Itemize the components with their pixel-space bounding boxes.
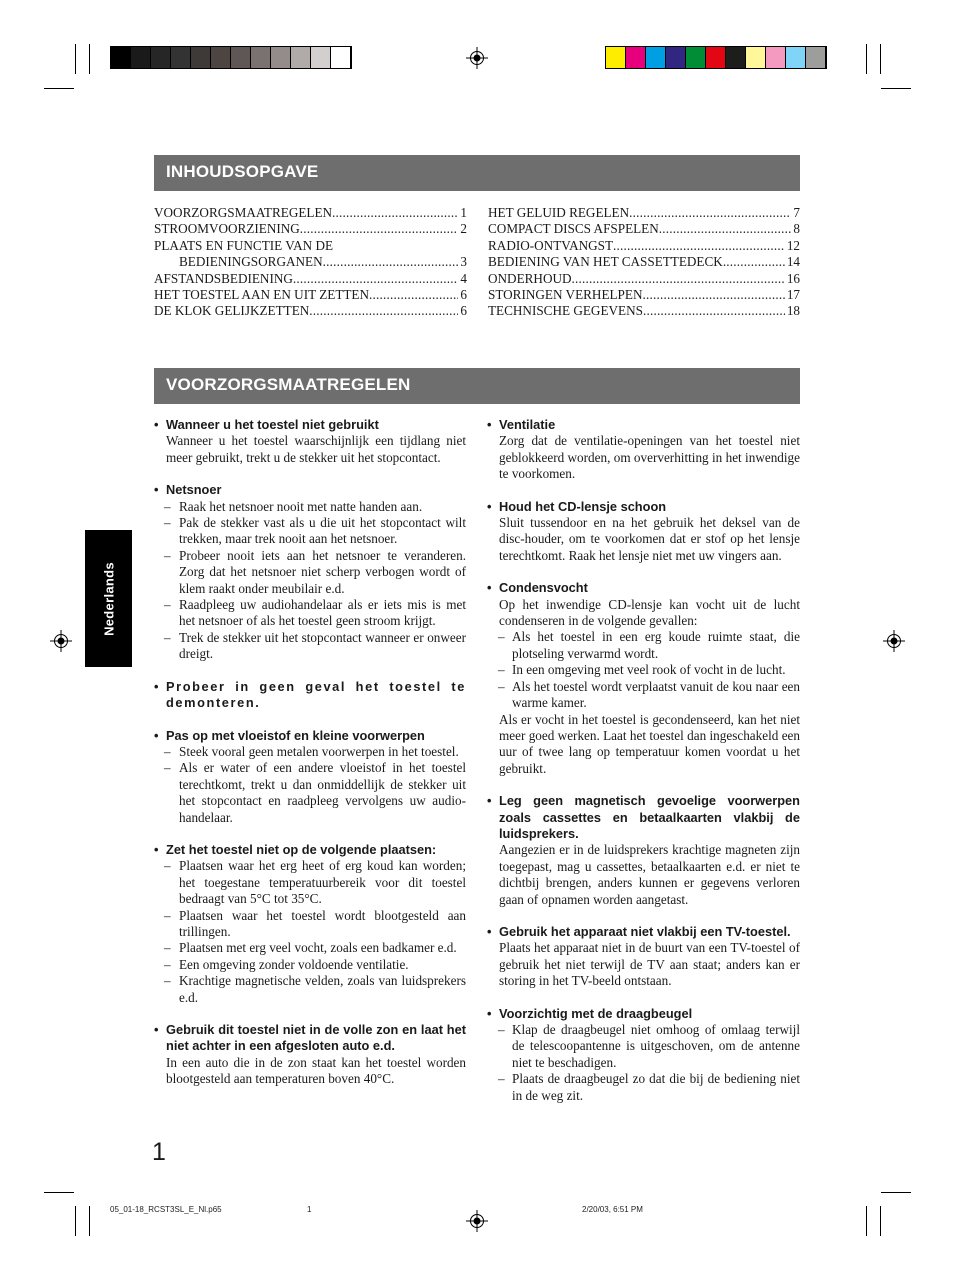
toc-entry-title: HET TOESTEL AAN EN UIT ZETTEN: [154, 287, 370, 303]
color-swatch: [271, 47, 291, 68]
precaution-text: Als er vocht in het toestel is gecondenseerd, kan het niet meer goed werken. Laat het toestel dan ingeschakeld een uur of twee lang op temperatuur komen voordat u het gebruikt.: [499, 711, 800, 776]
toc-leader: [723, 254, 785, 270]
toc-entry-title: TECHNISCHE GEGEVENS: [488, 303, 643, 319]
color-swatch: [646, 47, 666, 68]
toc-entry-page: 7: [793, 205, 800, 220]
precaution-list-item: – Als het toestel wordt verplaatst vanuit de kou naar een warme kamer.: [487, 679, 800, 712]
toc-entry: [154, 221, 467, 237]
toc-entry-title: HET GELUID REGELEN: [488, 205, 630, 220]
registration-mark-icon: [50, 630, 72, 652]
crop-mark: [880, 44, 881, 74]
crop-mark: [75, 1206, 76, 1236]
toc-entry: [488, 254, 800, 270]
precaution-list-item: – Een omgeving zonder voldoende ventilatie.: [154, 957, 466, 973]
precaution-list-item: – Raak het netsnoer nooit met natte handen aan.: [154, 499, 466, 515]
toc-leader: [642, 287, 784, 303]
precaution-list-item: – Raadpleeg uw audiohandelaar als er iets mis is met het netsnoer of als het toestel geen stroom krijgt.: [154, 597, 466, 630]
toc-entry-page: 14: [786, 254, 800, 270]
grayscale-color-bar: [110, 46, 352, 69]
toc-leader: [293, 271, 459, 287]
color-swatch: [766, 47, 786, 68]
precaution-heading: • Leg geen magnetisch gevoelige voorwerpen zoals cassettes en betaalkaarten vlakbij de luidsprekers.: [487, 793, 800, 842]
color-swatch: [746, 47, 766, 68]
toc-entry-page: 8: [793, 221, 800, 237]
toc-entry-page: 6: [460, 287, 467, 303]
toc-entry-title: VOORZORGSMAATREGELEN: [154, 205, 333, 220]
toc-title: INHOUDSOPGAVE: [166, 162, 319, 181]
toc-leader: [629, 205, 791, 221]
precaution-list-item: – Als er water of een andere vloeistof in het toestel terechtkomt, trekt u dan onmiddellijk de stekker uit het stopcontact en raadpleeg vervolgens uw audio-handelaar.: [154, 760, 466, 826]
toc-entry-page: 1: [460, 205, 467, 220]
color-swatch: [291, 47, 311, 68]
toc-entry-page: 4: [460, 270, 467, 286]
color-swatch: [726, 47, 746, 68]
footer-page: 1: [307, 1205, 312, 1214]
precaution-section: [154, 417, 466, 466]
precaution-list-item: – Trek de stekker uit het stopcontact wanneer er onweer dreigt.: [154, 630, 466, 663]
toc-entry-title: ONDERHOUD: [488, 270, 572, 286]
precautions-left-column: [154, 417, 466, 1104]
crop-mark: [44, 1192, 74, 1193]
toc-entry: [488, 238, 800, 254]
color-swatch: [151, 47, 171, 68]
toc-entry-title: DE KLOK GELIJKZETTEN: [154, 303, 310, 319]
toc-entry-title: STORINGEN VERHELPEN: [488, 287, 643, 303]
color-swatch: [311, 47, 331, 68]
toc-entry: [154, 271, 467, 287]
language-label: Nederlands: [101, 561, 116, 636]
precaution-section: [154, 728, 466, 826]
precaution-heading: • Gebruik het apparaat niet vlakbij een TV-toestel.: [487, 924, 800, 940]
toc-entry: [488, 271, 800, 287]
toc-entry: [154, 205, 467, 221]
precautions-title: VOORZORGSMAATREGELEN: [166, 375, 411, 394]
toc-entry: [154, 303, 467, 319]
precaution-heading: • Voorzichtig met de draagbeugel: [487, 1006, 800, 1022]
toc-title-band: [154, 155, 800, 191]
toc-entry-title: COMPACT DISCS AFSPELEN: [488, 221, 659, 237]
crop-mark: [89, 1206, 90, 1236]
toc-leader: [572, 271, 785, 287]
language-side-tab: [85, 530, 132, 667]
precaution-section: [487, 580, 800, 777]
toc-entry-title: BEDIENING VAN HET CASSETTEDECK: [488, 254, 723, 270]
precaution-section: [487, 924, 800, 990]
precaution-section: [487, 417, 800, 483]
toc-leader: [643, 303, 785, 319]
precaution-text: Aangezien er in de luidsprekers krachtige magneten zijn toegepast, mag u cassettes, betaalkaarten e.d. er niet te dichtbij brengen, anders kunnen er gegevens verloren gaan of opnamen worden aangetast.: [499, 842, 800, 907]
precautions-title-band: [154, 368, 800, 404]
toc-entry-page: 2: [460, 221, 467, 237]
precaution-list-item: – Plaatsen waar het toestel wordt blootgesteld aan trillingen.: [154, 908, 466, 941]
precaution-section: [487, 499, 800, 565]
precaution-list-item: – Als het toestel in een erg koude ruimte staat, die plotseling verwarmd wordt.: [487, 629, 800, 662]
toc-leader: [323, 254, 459, 270]
toc-leader: [300, 221, 459, 237]
crop-mark: [866, 44, 867, 74]
precaution-section: [154, 679, 466, 712]
precaution-list-item: – Plaatsen met erg veel vocht, zoals een badkamer e.d.: [154, 940, 466, 956]
toc-left-column: [154, 205, 467, 320]
crop-mark: [881, 1192, 911, 1193]
precaution-section: [154, 842, 466, 1006]
toc-entry-title: PLAATS EN FUNCTIE VAN DE: [154, 237, 334, 253]
color-swatch: [211, 47, 231, 68]
precaution-text: In een auto die in de zon staat kan het toestel worden blootgesteld aan temperaturen boven 40°C.: [166, 1054, 466, 1087]
toc-entry: [488, 287, 800, 303]
color-swatch: [686, 47, 706, 68]
page-number: 1: [152, 1138, 166, 1166]
toc-leader: [659, 221, 792, 237]
toc-entry-title: STROOMVOORZIENING: [154, 221, 300, 237]
color-swatch: [231, 47, 251, 68]
color-swatch: [606, 47, 626, 68]
footer-date: 2/20/03, 6:51 PM: [582, 1205, 643, 1214]
color-swatch: [171, 47, 191, 68]
precaution-text: Sluit tussendoor en na het gebruik het deksel van de disc-houder, om te voorkomen dat er stof op het lensje terechtkomt. Raak het lensje niet met uw vingers aan.: [499, 515, 800, 563]
precaution-section: [154, 482, 466, 662]
precaution-list-item: – Plaatsen waar het erg heet of erg koud kan worden; het toegestane temperatuurbereik voor dit toestel bedraagt van 5°C tot 35°C.: [154, 858, 466, 907]
color-swatch: [806, 47, 826, 68]
precaution-list-item: – In een omgeving met veel rook of vocht in de lucht.: [487, 662, 800, 678]
precaution-section: [487, 793, 800, 908]
toc-entry-title: RADIO-ONTVANGST: [488, 237, 614, 253]
toc-entry-page: 3: [460, 254, 467, 270]
toc-entry: [154, 254, 467, 270]
precaution-heading: • Condensvocht: [487, 580, 800, 596]
color-swatch: [706, 47, 726, 68]
process-color-bar: [605, 46, 827, 69]
crop-mark: [75, 44, 76, 74]
precaution-heading: • Ventilatie: [487, 417, 800, 433]
footer-file: 05_01-18_RCST3SL_E_Nl.p65: [110, 1205, 222, 1214]
crop-mark: [880, 1206, 881, 1236]
toc-right-column: [488, 205, 800, 320]
registration-mark-icon: [883, 630, 905, 652]
precaution-text: Wanneer u het toestel waarschijnlijk een tijdlang niet meer gebruikt, trekt u de stekker uit het stopcontact.: [166, 433, 466, 465]
toc-leader: [309, 303, 458, 319]
toc-entry: [488, 205, 800, 221]
toc-leader: [369, 287, 458, 303]
precaution-list-item: – Probeer nooit iets aan het netsnoer te veranderen. Zorg dat het netsnoer niet scherp verbogen wordt of klem raakt onder meubilair e.d.: [154, 548, 466, 597]
crop-mark: [881, 88, 911, 89]
color-swatch: [131, 47, 151, 68]
color-swatch: [191, 47, 211, 68]
precaution-heading: • Wanneer u het toestel niet gebruikt: [154, 417, 466, 433]
precaution-list-item: – Pak de stekker vast als u die uit het stopcontact wilt trekken, maar trek nooit aan het netsnoer.: [154, 515, 466, 548]
toc-leader: [613, 238, 785, 254]
toc-entry-page: 17: [786, 287, 800, 303]
toc-entry-page: 12: [786, 237, 800, 253]
toc-entry-page: 6: [460, 303, 467, 319]
color-swatch: [786, 47, 806, 68]
precaution-section: [487, 1006, 800, 1104]
precaution-text: Zorg dat de ventilatie-openingen van het toestel niet geblokkeerd worden, om oververhitting in het inwendige te voorkomen.: [499, 433, 800, 482]
precaution-heading: • Pas op met vloeistof en kleine voorwerpen: [154, 728, 466, 744]
toc-entry-title: BEDIENINGSORGANEN: [179, 254, 323, 270]
precaution-list-item: – Plaats de draagbeugel zo dat die bij de bediening niet in de weg zit.: [487, 1071, 800, 1104]
toc-entry-page: 18: [786, 303, 800, 319]
precaution-list-item: – Krachtige magnetische velden, zoals van luidsprekers e.d.: [154, 973, 466, 1006]
color-swatch: [111, 47, 131, 68]
toc-entry-title: AFSTANDSBEDIENING: [154, 270, 293, 286]
toc-leader: [332, 205, 458, 221]
precaution-heading: • Netsnoer: [154, 482, 466, 498]
precautions-right-column: [487, 417, 800, 1120]
crop-mark: [866, 1206, 867, 1236]
precaution-section: [154, 1022, 466, 1088]
precaution-list-item: – Klap de draagbeugel niet omhoog of omlaag terwijl de telescoopantenne is uitgeschoven, om de antenne niet te beschadigen.: [487, 1022, 800, 1071]
color-swatch: [666, 47, 686, 68]
toc-entry: [488, 303, 800, 319]
precaution-heading: • Probeer in geen geval het toestel te demonteren.: [154, 679, 466, 712]
precaution-text: Op het inwendige CD-lensje kan vocht uit de lucht condenseren in de volgende gevallen:: [499, 596, 800, 629]
precaution-text: Plaats het apparaat niet in de buurt van een TV-toestel of gebruik het niet terwijl de TV aan staat; anders kan er storing in het TV-beeld ontstaan.: [499, 940, 800, 989]
registration-mark-icon: [466, 1210, 488, 1232]
color-swatch: [251, 47, 271, 68]
registration-mark-icon: [466, 47, 488, 69]
toc-entry-page: 16: [786, 270, 800, 286]
precaution-heading: • Zet het toestel niet op de volgende plaatsen:: [154, 842, 466, 858]
color-swatch: [626, 47, 646, 68]
crop-mark: [44, 88, 74, 89]
precaution-heading: • Houd het CD-lensje schoon: [487, 499, 800, 515]
toc-entry: [488, 221, 800, 237]
precaution-heading: • Gebruik dit toestel niet in de volle zon en laat het niet achter in een afgesloten auto e.d.: [154, 1022, 466, 1055]
color-swatch: [331, 47, 351, 68]
precaution-list-item: – Steek vooral geen metalen voorwerpen in het toestel.: [154, 744, 466, 760]
crop-mark: [89, 44, 90, 74]
toc-entry: [154, 287, 467, 303]
toc-entry: [154, 238, 467, 254]
